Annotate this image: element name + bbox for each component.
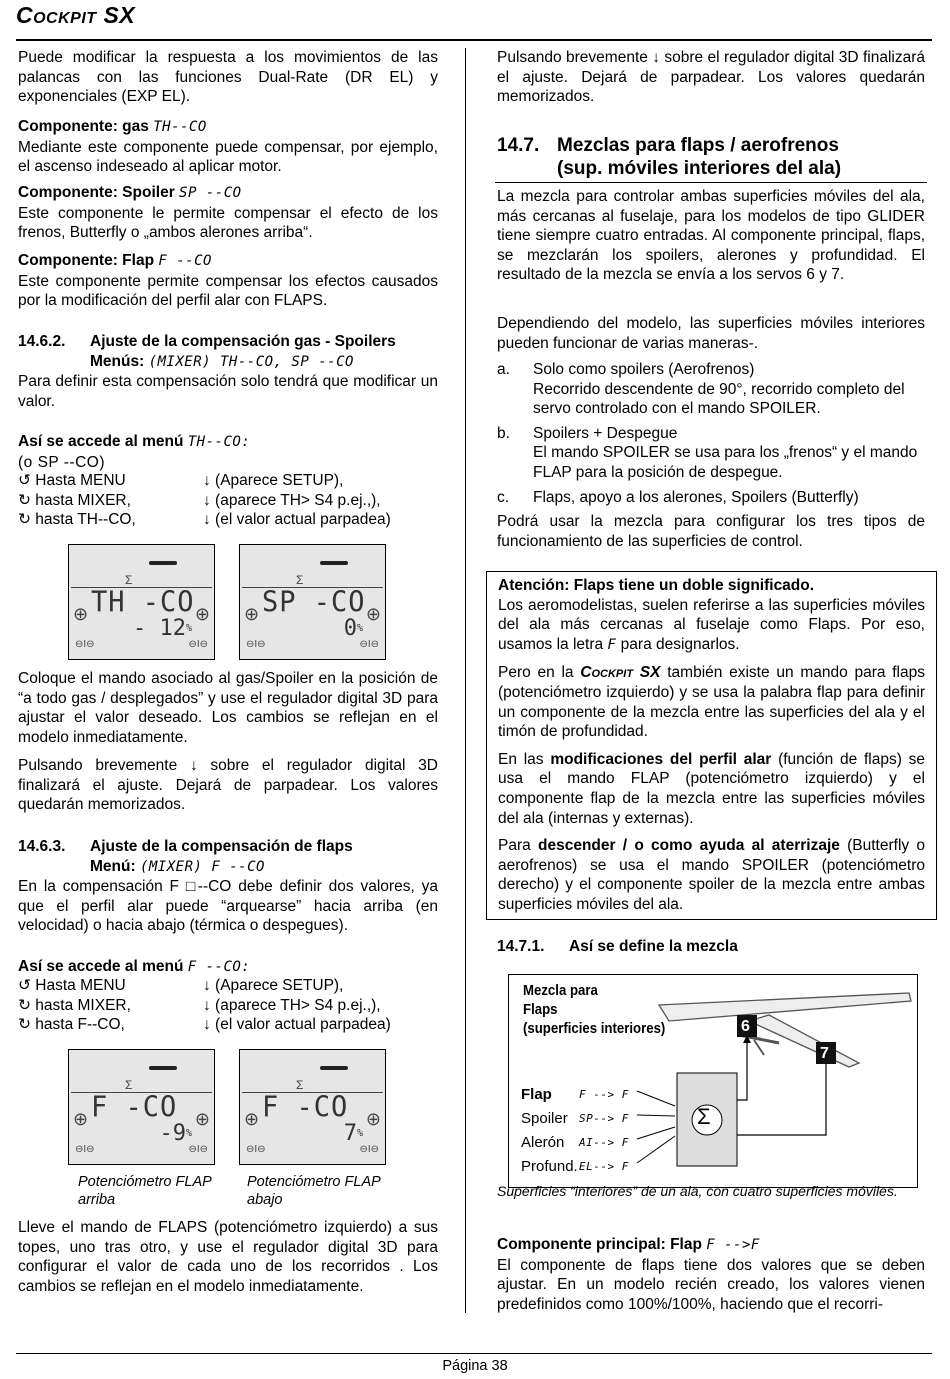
section-title: Ajuste de la compensación gas - Spoilers bbox=[90, 333, 396, 350]
component-label: Componente: gas bbox=[18, 118, 149, 135]
section-14-6-2 bbox=[18, 332, 438, 411]
lcd-main-text: F -CO bbox=[262, 1091, 349, 1124]
trim-left-icon: ⊕ bbox=[244, 1109, 260, 1129]
menu-label: Menú: bbox=[90, 857, 136, 875]
trim-right-icon: ⊕ bbox=[365, 1109, 381, 1129]
paragraph: Lleve el mando de FLAPS (potenciómetro izquierdo) a sus topes, uno tras otro, y use el regulador digital 3D para configurar el valor de cada uno de los recorridos . Los cambios se reflejan en el modelo inmediatamente. bbox=[18, 1219, 438, 1295]
diagram-caption: Superficies “interiores” de un ala, con cuatro superficies móviles. bbox=[497, 1183, 898, 1199]
trim-left-icon: ⊕ bbox=[73, 1109, 89, 1129]
component-spoiler bbox=[18, 183, 438, 243]
nav-step-right: ↓ (Aparece SETUP), bbox=[203, 977, 344, 994]
trim-left-icon: ⊕ bbox=[244, 604, 260, 624]
lcd-unit: % bbox=[356, 623, 363, 634]
page-number: Página 38 bbox=[442, 1358, 508, 1374]
lcd-unit: % bbox=[356, 1128, 363, 1139]
access-code: TH--CO: bbox=[187, 434, 251, 450]
access-menu-1 bbox=[18, 432, 438, 472]
section-number: 14.6.2. bbox=[18, 333, 66, 350]
attention-box: Atención: Flaps tiene un doble significado. Los aeromodelistas, suelen referirse a las superficies móviles del ala más cercanas al fuselaje como Flaps. Por eso, usamos la letra F para designarlos. Pero en la Cockpit SX también existe un mando para flaps (potenciómetro izquierdo) y se usa la palabra flap para definir un componente de la mezcla entre las superficies del ala y el timón de profundidad. En las modificaciones del perfil alar (función de flaps) se usa el mando FLAP (potenciómetro izquierdo) y el componente flap de la mezcla entre las superficies móviles del ala (internas y externas). Para descender / o como ayuda al aterrizaje (Butterfly o aerofrenos) se usa el mando SPOILER (potenciómetro derecho) y el componente spoiler de la mezcla entre ambas superficies móviles del ala. bbox=[486, 571, 937, 920]
lcd-display-th-co bbox=[68, 544, 215, 660]
heading-rule bbox=[495, 182, 927, 183]
plane-icon bbox=[320, 1066, 348, 1070]
mixer-diagram bbox=[508, 974, 918, 1188]
trim-left-icon: ⊕ bbox=[73, 604, 89, 624]
access-menu-2 bbox=[18, 957, 438, 978]
trim-bottom-left-icon: ⊖I⊖ bbox=[75, 1144, 95, 1156]
section-number: 14.6.3. bbox=[18, 838, 66, 855]
usage-list bbox=[497, 360, 925, 512]
access-label: Así se accede al menú bbox=[18, 433, 184, 450]
trim-right-icon: ⊕ bbox=[194, 1109, 210, 1129]
diagram-inputs bbox=[521, 1083, 629, 1179]
lcd-display-flap-down bbox=[239, 1049, 386, 1165]
list-item: c. Flaps, apoyo a los alerones, Spoilers (Butterfly) bbox=[497, 488, 859, 506]
lcd-main-text: TH -CO bbox=[91, 586, 195, 619]
trim-right-icon: ⊕ bbox=[365, 604, 381, 624]
trim-bottom-left-icon: ⊖I⊖ bbox=[75, 639, 95, 651]
trim-bottom-right-icon: ⊖I⊖ bbox=[359, 1144, 379, 1156]
component-code: SP --CO bbox=[179, 185, 242, 201]
section-text: En la compensación F □--CO debe definir dos valores, ya que el perfil alar puede “arquearse” hacia arriba (en velocidad) o hacia abajo (térmica o despegues). bbox=[18, 878, 438, 935]
nav-step-right: ↓ (el valor actual parpadea) bbox=[203, 511, 391, 529]
nav-steps-2 bbox=[18, 976, 438, 1035]
paragraph: Coloque el mando asociado al gas/Spoiler en la posición de “a todo gas / desplegados” y use el regulador digital 3D para ajustar el valor deseado. Los cambios se reflejan en el modelo inmediatamente. bbox=[18, 670, 438, 746]
page-header bbox=[16, 2, 136, 28]
nav-step-left: ↺ Hasta MENU bbox=[18, 472, 126, 489]
column-divider bbox=[465, 48, 466, 1313]
nav-step-right: ↓ (el valor actual parpadea) bbox=[203, 1016, 391, 1034]
nav-step-right: ↓ (aparece TH> S4 p.ej.,), bbox=[203, 996, 381, 1014]
component-gas bbox=[18, 117, 438, 177]
section-title: Ajuste de la compensación de flaps bbox=[90, 838, 353, 855]
trim-bottom-right-icon: ⊖I⊖ bbox=[188, 639, 208, 651]
menu-code: (MIXER) TH--CO, SP --CO bbox=[148, 353, 354, 370]
caption-flap-up: Potenciómetro FLAP arriba bbox=[78, 1174, 212, 1208]
lcd-value: 0 bbox=[343, 616, 357, 641]
component-text: Mediante este componente puede compensar, por ejemplo, el ascenso indeseado al aplicar motor. bbox=[18, 138, 438, 176]
list-item: b. Spoilers + Despegue El mando SPOILER se usa para los „frenos“ y el mando FLAP para la posición de despegue. bbox=[497, 424, 918, 481]
paragraph: Pulsando brevemente ↓ sobre el regulador digital 3D finalizará el ajuste. Dejará de parpadear. Los valores quedarán memorizados. bbox=[497, 49, 925, 106]
lcd-display-sp-co bbox=[239, 544, 386, 660]
sigma-symbol: Σ bbox=[697, 1104, 711, 1129]
input-label: Profund. bbox=[521, 1158, 578, 1175]
attention-title: Atención: Flaps tiene un doble significado. bbox=[498, 577, 815, 594]
heading-title-line2: (sup. móviles interiores del ala) bbox=[557, 158, 842, 179]
trim-bottom-right-icon: ⊖I⊖ bbox=[188, 1144, 208, 1156]
menu-label: Menús: bbox=[90, 352, 145, 370]
lcd-value: - 12 bbox=[132, 616, 186, 641]
brand-inline: Cockpit SX bbox=[580, 664, 661, 682]
component-label: Componente: Flap bbox=[18, 252, 155, 269]
input-label: Flap bbox=[521, 1086, 552, 1103]
sigma-icon: Σ bbox=[125, 1078, 133, 1092]
access-sub: (o SP --CO) bbox=[18, 453, 106, 471]
section-14-6-3 bbox=[18, 837, 438, 936]
nav-step-left: ↻ hasta MIXER, bbox=[18, 996, 131, 1014]
diagram-title: Mezcla para Flaps (superficies interiores) bbox=[523, 982, 666, 1037]
component-text: Este componente le permite compensar el efecto de los frenos, Butterfly o „ambos alerones arriba“. bbox=[18, 204, 438, 242]
servo-7-label: 7 bbox=[820, 1045, 829, 1062]
plane-icon bbox=[149, 1066, 177, 1070]
input-code: F --> F bbox=[579, 1088, 629, 1101]
nav-step-right: ↓ (aparece TH> S4 p.ej.,), bbox=[203, 491, 381, 509]
paragraph: Pulsando brevemente ↓ sobre el regulador digital 3D finalizará el ajuste. Dejará de parpadear. Los valores quedarán memorizados. bbox=[18, 757, 438, 814]
brand-model: SX bbox=[103, 2, 136, 28]
input-label: Spoiler bbox=[521, 1110, 568, 1127]
nav-step-right: ↓ (Aparece SETUP), bbox=[203, 472, 344, 489]
section-number: 14.7.1. bbox=[497, 938, 545, 955]
main-component-flap bbox=[497, 1235, 925, 1314]
sigma-icon: Σ bbox=[296, 573, 304, 587]
lcd-unit: % bbox=[185, 623, 192, 634]
heading-number: 14.7. bbox=[497, 135, 540, 156]
component-text: Este componente permite compensar los efectos causados por la modificación del perfil alar con FLAPS. bbox=[18, 272, 438, 310]
access-code: F --CO: bbox=[187, 959, 251, 975]
sigma-icon: Σ bbox=[296, 1078, 304, 1092]
nav-steps-1 bbox=[18, 471, 438, 530]
brand-name: Cockpit bbox=[16, 2, 97, 28]
paragraph: Podrá usar la mezcla para configurar los tres tipos de funcionamiento de las superficies de control. bbox=[497, 513, 925, 550]
lcd-main-text: F -CO bbox=[91, 1091, 178, 1124]
component-code: TH--CO bbox=[153, 119, 207, 135]
input-code: EL--> F bbox=[579, 1160, 629, 1173]
section-title: Así se define la mezcla bbox=[569, 938, 738, 955]
glider-icon bbox=[659, 993, 911, 1067]
trim-bottom-left-icon: ⊖I⊖ bbox=[246, 1144, 266, 1156]
access-label: Así se accede al menú bbox=[18, 958, 184, 975]
trim-bottom-right-icon: ⊖I⊖ bbox=[359, 639, 379, 651]
input-code: AI--> F bbox=[579, 1136, 629, 1149]
footer-rule bbox=[16, 1353, 932, 1354]
section-14-7-heading bbox=[497, 134, 925, 180]
nav-step-left: ↻ hasta TH--CO, bbox=[18, 511, 136, 529]
plane-icon bbox=[320, 561, 348, 565]
nav-step-left: ↺ Hasta MENU bbox=[18, 977, 126, 994]
component-label: Componente principal: Flap bbox=[497, 1236, 702, 1253]
section-14-7-1 bbox=[497, 937, 925, 957]
list-item: a. Solo como spoilers (Aerofrenos) Recorrido descendente de 90°, recorrido completo del servo controlado con el mando SPOILER. bbox=[497, 361, 905, 418]
trim-right-icon: ⊕ bbox=[194, 604, 210, 624]
caption-flap-down: Potenciómetro FLAP abajo bbox=[247, 1174, 381, 1208]
servo-6-label: 6 bbox=[741, 1018, 750, 1035]
nav-step-left: ↻ hasta MIXER, bbox=[18, 491, 131, 509]
lcd-value: -9 bbox=[159, 1121, 186, 1146]
component-code: F --CO bbox=[158, 253, 212, 269]
plane-icon bbox=[149, 561, 177, 565]
paragraph: Dependiendo del modelo, las superficies móviles interiores pueden funcionar de varias maneras-. bbox=[497, 315, 925, 352]
lcd-value: 7 bbox=[343, 1121, 357, 1146]
component-code: F -->F bbox=[706, 1237, 760, 1253]
section-text: Para definir esta compensación solo tendrá que modificar un valor. bbox=[18, 373, 438, 410]
input-code: SP--> F bbox=[579, 1112, 629, 1125]
lcd-display-flap-up bbox=[68, 1049, 215, 1165]
lcd-main-text: SP -CO bbox=[262, 586, 366, 619]
component-label: Componente: Spoiler bbox=[18, 184, 175, 201]
component-flap bbox=[18, 251, 438, 311]
heading-title-line1: Mezclas para flaps / aerofrenos bbox=[557, 135, 839, 156]
trim-bottom-left-icon: ⊖I⊖ bbox=[246, 639, 266, 651]
nav-step-left: ↻ hasta F--CO, bbox=[18, 1016, 125, 1034]
lcd-unit: % bbox=[185, 1128, 192, 1139]
sigma-icon: Σ bbox=[125, 573, 133, 587]
header-rule bbox=[16, 39, 932, 41]
paragraph: Puede modificar la respuesta a los movimientos de las palancas con las funciones Dual-Rate (DR EL) y exponenciales (EXP EL). bbox=[18, 49, 438, 106]
menu-code: (MIXER) F --CO bbox=[139, 858, 265, 875]
input-label: Alerón bbox=[521, 1134, 565, 1151]
component-text: El componente de flaps tiene dos valores que se deben ajustar. En un modelo recién creado, los valores vienen predefinidos como 100%/100%, haciendo que el recorri- bbox=[497, 1256, 925, 1313]
paragraph: La mezcla para controlar ambas superficies móviles del ala, más cercanas al fuselaje, para los modelos de tipo GLIDER tiene siempre cuatro entradas. Al componente principal, flaps, se mezclarán los spoilers, alerones y profundidad. El resultado de la mezcla se envía a los servos 6 y 7. bbox=[497, 188, 925, 284]
